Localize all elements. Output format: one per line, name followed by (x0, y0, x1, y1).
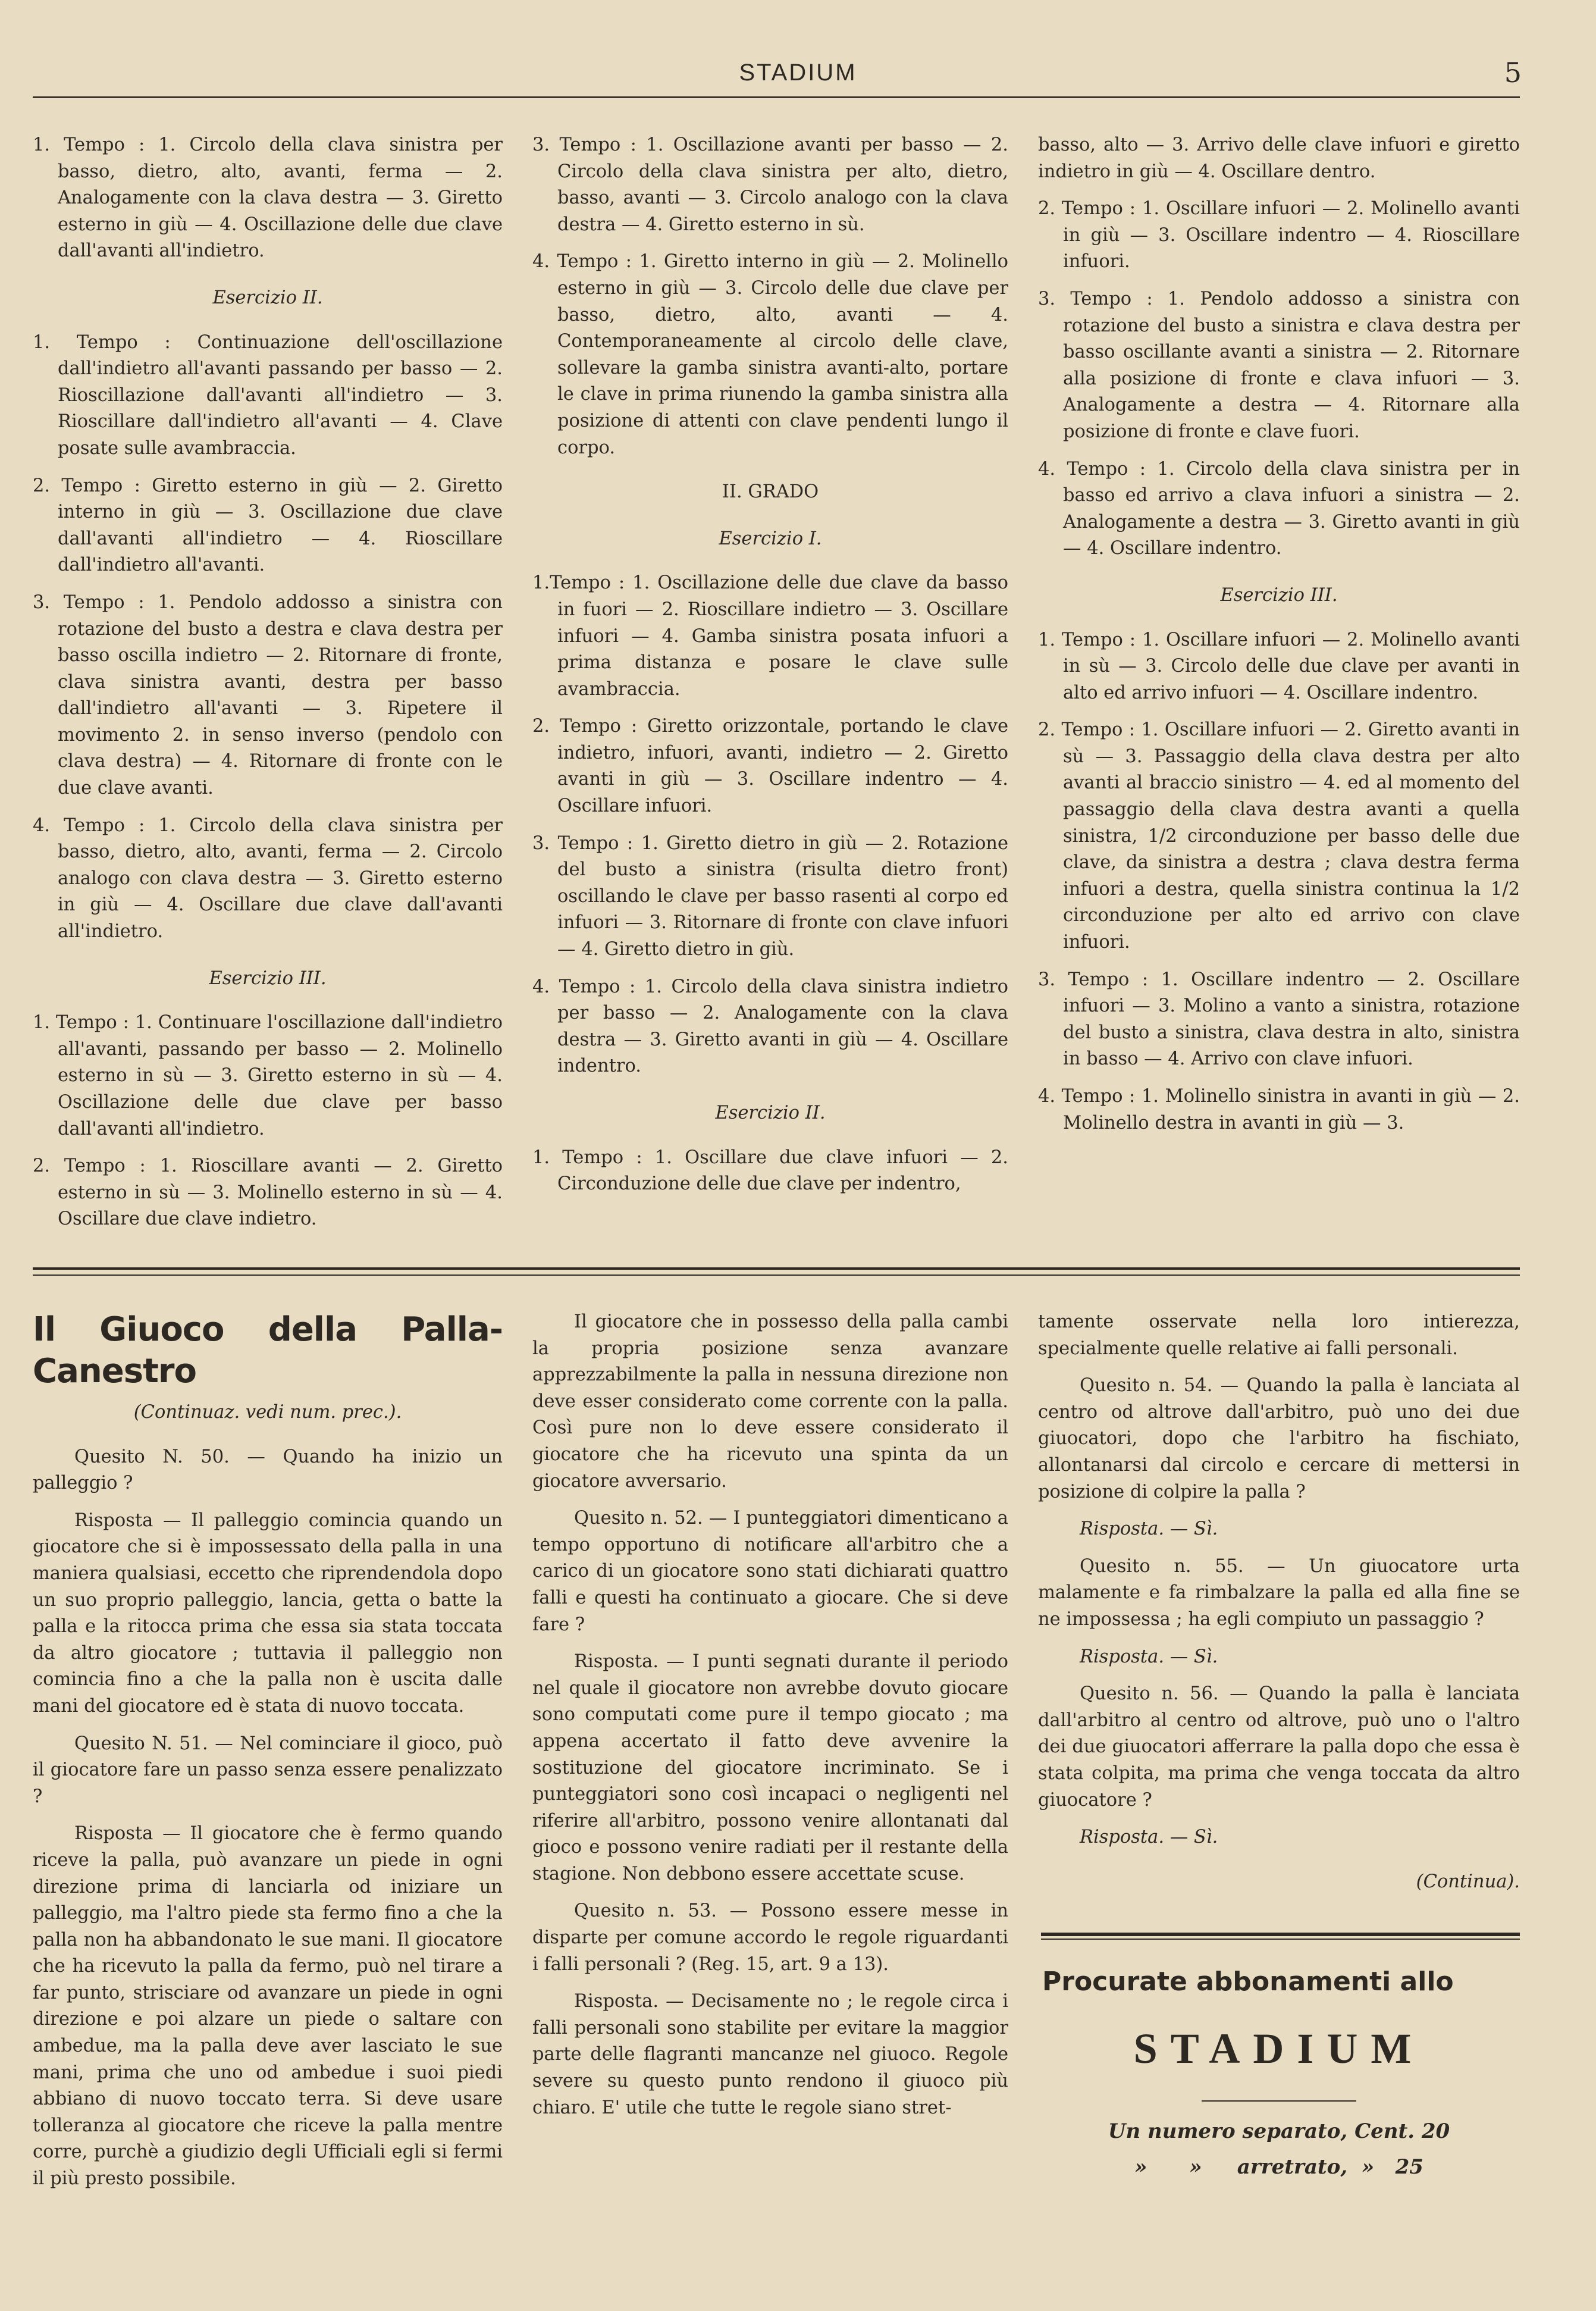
answer: Risposta — Il palleggio comincia quando un giocatore che si è impossessato della palla in una maniera qualsiasi, eccetto che riprendendola dopo un suo proprio palleggio, lancia, getta o batte la palla e la ritocca prima che essa sia stata toccata da altro giocatore ; tuttavia il palleggio non comincia fino a che la palla non è uscita dalle mani del giocatore ed è stata di nuovo toccata. (33, 1510, 503, 1717)
answer: Risposta. — Sì. (1080, 1646, 1218, 1667)
answer: Risposta. — Decisamente no ; le regole circa i falli personali sono stabilite per evitare la maggior parte delle flagranti mancanze nel giuoco. Regole severe su questo punto rendono il giuoco più chiaro. E' utile che tutte le regole siano stret- (532, 1991, 1008, 2118)
paragraph: 1. Tempo : 1. Continuare l'oscillazione dall'indietro all'avanti, passando per basso — 2. Molinello esterno in sù — 3. Giretto esterno in sù — 4. Oscillazione delle due clave per basso dall'avanti all'indietro. (33, 1012, 503, 1139)
exercise-heading: Esercizio I. (719, 528, 822, 549)
question: Quesito N. 50. — Quando ha inizio un palleggio ? (33, 1446, 503, 1494)
answer: Risposta. — Sì. (1080, 1518, 1218, 1540)
question: Quesito n. 52. — I punteggiatori dimenticano a tempo opportuno di notificare all'arbitro che a carico di un giocatore sono stati dichiarati quattro falli e questi ha continuato a giocare. Che si deve fare ? (532, 1508, 1008, 1635)
paragraph: 3. Tempo : 1. Pendolo addosso a sinistra con rotazione del busto a destra e clava destra per basso oscilla indietro — 2. Ritornare di fronte, clava sinistra avanti, destra per basso dall'indietro all'avanti — 3. Ripetere il movimento 2. in senso inverso (pendolo con clava destra) — 4. Ritornare di fronte con le due clave avanti. (33, 591, 503, 799)
exercise-heading: Esercizio II. (715, 1103, 826, 1123)
paragraph: 1. Tempo : 1. Circolo della clava sinistra per basso, dietro, alto, avanti, ferma — 2. Analogamente con la clava destra — 3. Giretto esterno in giù — 4. Oscillazione delle due clave dall'avanti all'indietro. (33, 134, 503, 262)
paragraph: 2. Tempo : 1. Oscillare infuori — 2. Molinello avanti in giù — 3. Oscillare indentro — 4. Rioscillare infuori. (1038, 198, 1520, 273)
promo-divider (1202, 2100, 1356, 2102)
promo-rule-thin (1041, 1939, 1520, 1940)
question: Quesito n. 55. — Un giuocatore urta malamente e fa rimbalzare la palla ed alla fine se ne impossessa ; ha egli compiuto un passaggio ? (1038, 1555, 1520, 1630)
promo-line: Procurate abbonamenti allo (1042, 1966, 1454, 1997)
running-title: STADIUM (739, 60, 857, 86)
section-rule-thin (33, 1275, 1520, 1276)
price-line-back-issue: » » arretrato, » 25 (1134, 2155, 1423, 2179)
paragraph: 2. Tempo : 1. Rioscillare avanti — 2. Giretto esterno in sù — 3. Molinello esterno in sù — 4. Oscillare due clave indietro. (33, 1156, 503, 1230)
question: Quesito N. 51. — Nel cominciare il gioco, può il giocatore fare un passo senza essere penalizzato ? (33, 1733, 503, 1807)
answer: Risposta — Il giocatore che è fermo quando riceve la palla, può avanzare un piede in ogni direzione prima di lanciarla od iniziare un palleggio, ma l'altro piede sta fermo fino a che la palla non ha abbandonato le sue mani. Il giocatore che ha ricevuto la palla da fermo, può nel tirare a far punto, strisciare od avanzare un piede in ogni direzione e poi alzare un piede o saltare con ambedue, ma la palla deve aver lasciato le sue mani, prima che uno od ambedue i suoi piedi abbiano di nuovo toccato terra. Si deve usare tolleranza al giocatore che riceve la palla mentre corre, purchè a giudizio degli Ufficiali egli si fermi il più presto possibile. (33, 1823, 503, 2190)
continued-note: (Continua). (1416, 1871, 1520, 1892)
question: Quesito n. 56. — Quando la palla è lanciata dall'arbitro al centro od altrove, può uno o l'altro dei due giuocatori afferrare la palla dopo che essa è stata colpita, ma prima che venga toccata da altro giuocatore ? (1038, 1683, 1520, 1811)
paragraph: 1. Tempo : 1. Oscillare infuori — 2. Molinello avanti in sù — 3. Circolo delle due clave per avanti in alto ed arrivo infuori — 4. Oscillare indentro. (1038, 629, 1520, 703)
header-rule (33, 96, 1520, 98)
paragraph: Il giocatore che in possesso della palla cambi la propria posizione senza avanzare apprezzabilmente la palla in nessuna direzione non deve esser considerato come corrente con la palla. Così pure non lo deve essere considerato il giocatore che ha ricevuto una spinta da un giocatore avversario. (532, 1311, 1008, 1492)
page-number: 5 (1504, 57, 1522, 89)
paragraph: 3. Tempo : 1. Giretto dietro in giù — 2. Rotazione del busto a sinistra (risulta dietro front) oscillando le clave per basso rasenti al corpo ed infuori — 3. Ritornare di fronte con clave infuori — 4. Giretto dietro in giù. (532, 832, 1008, 960)
paragraph: 4. Tempo : 1. Circolo della clava sinistra per in basso ed arrivo a clava infuori a sinistra — 2. Analogamente a destra — 3. Giretto avanti in giù — 4. Oscillare indentro. (1038, 458, 1520, 559)
article-column-2 (532, 1309, 1008, 2132)
answer: Risposta. — I punti segnati durante il periodo nel quale il giocatore non avrebbe dovuto giocare sono computati come pure il tempo giocato ; ma appena accertato il fatto deve avvenire la sostituzione del giocatore incriminato. Se i punteggiatori sono così incapaci o negligenti nel riferire all'arbitro, possono venire allontanati dal gioco e possono venire radiati per il restante della stagione. Non debbono essere accettate scuse. (532, 1651, 1008, 1884)
paragraph: 4. Tempo : 1. Circolo della clava sinistra indietro per basso — 2. Analogamente con la clava destra — 3. Giretto avanti in giù — 4. Oscillare indentro. (532, 976, 1008, 1077)
article-title: Il Giuoco della Palla-Canestro (33, 1310, 503, 1391)
section-rule (33, 1267, 1520, 1270)
answer: Risposta. — Sì. (1080, 1827, 1218, 1848)
exercise-column-2 (532, 132, 1008, 1245)
paragraph: 1.Tempo : 1. Oscillazione delle due clave da basso in fuori — 2. Rioscillare indietro — 3. Oscillare infuori — 4. Gamba sinistra posata infuori a prima distanza e posare le clave sulle avambraccia. (532, 572, 1008, 700)
article-subtitle: (Continuaz. vedi num. prec.). (133, 1402, 402, 1423)
exercise-heading: Esercizio III. (209, 967, 327, 989)
article-column-1 (33, 1309, 503, 2203)
paragraph: 4. Tempo : 1. Circolo della clava sinistra per basso, dietro, alto, avanti, ferma — 2. Circolo analogo con clava destra — 3. Giretto esterno in giù — 4. Oscillare due clave dall'avanti all'indietro. (33, 815, 503, 942)
paragraph: 4. Tempo : 1. Molinello sinistra in avanti in giù — 2. Molinello destra in avanti in giù — 3. (1038, 1086, 1520, 1133)
exercise-heading: Esercizio III. (1220, 584, 1338, 606)
question: Quesito n. 53. — Possono essere messe in disparte per comune accordo le regole riguardanti i falli personali ? (Reg. 15, art. 9 a 13). (532, 1900, 1008, 1975)
article-column-3 (1038, 1309, 1520, 1906)
paragraph: 3. Tempo : 1. Oscillare indentro — 2. Oscillare infuori — 3. Molino a vanto a sinistra, rotazione del busto a sinistra, clava destra in alto, sinistra in basso — 4. Arrivo con clave infuori. (1038, 969, 1520, 1070)
exercise-column-3 (1038, 132, 1520, 1245)
paragraph: 1. Tempo : Continuazione dell'oscillazione dall'indietro all'avanti passando per basso — 2. Rioscillazione dall'avanti all'indietro — 3. Rioscillare dall'indietro all'avanti — 4. Clave posate sulle avambraccia. (33, 331, 503, 459)
grade-heading: II. GRADO (722, 481, 819, 503)
paragraph: basso, alto — 3. Arrivo delle clave infuori e giretto indietro in giù — 4. Oscillare dentro. (1038, 134, 1520, 182)
paragraph: 3. Tempo : 1. Pendolo addosso a sinistra con rotazione del busto a sinistra e clava destra per basso oscillante avanti a sinistra — 2. Ritornare alla posizione di fronte e clava infuori — 3. Analogamente a destra — 4. Ritornare alla posizione di fronte e clave fuori. (1038, 288, 1520, 442)
paragraph: tamente osservate nella loro intierezza, specialmente quelle relative ai falli personali. (1038, 1311, 1520, 1359)
exercise-heading: Esercizio II. (212, 287, 323, 308)
paragraph: 2. Tempo : Giretto esterno in giù — 2. Giretto interno in giù — 3. Oscillazione due clave dall'avanti all'indietro — 4. Rioscillare dall'indietro all'avanti. (33, 475, 503, 576)
promo-brand: STADIUM (1133, 2025, 1425, 2072)
paragraph: 1. Tempo : 1. Oscillare due clave infuori — 2. Circonduzione delle due clave per indentro, (532, 1147, 1008, 1195)
paragraph: 4. Tempo : 1. Giretto interno in giù — 2. Molinello esterno in giù — 3. Circolo delle due clave per basso, dietro, alto, avanti — 4. Contemporaneamente al circolo delle clave, sollevare la gamba sinistra avanti-alto, portare le clave in prima riunendo la gamba sinistra alla posizione di attenti con clave pendenti lungo il corpo. (532, 251, 1008, 458)
paragraph: 3. Tempo : 1. Oscillazione avanti per basso — 2. Circolo della clava sinistra per alto, dietro, basso, avanti — 3. Circolo analogo con la clava destra — 4. Giretto esterno in sù. (532, 134, 1008, 235)
price-line-single: Un numero separato, Cent. 20 (1108, 2119, 1450, 2143)
question: Quesito n. 54. — Quando la palla è lanciata al centro od altrove dall'arbitro, può uno dei due giuocatori, dopo che l'arbitro ha fischiato, allontanarsi dal circolo e cercare di mettersi in posizione di colpire la palla ? (1038, 1375, 1520, 1502)
paragraph: 2. Tempo : Giretto orizzontale, portando le clave indietro, infuori, avanti, indietro — 2. Giretto avanti in giù — 3. Oscillare indentro — 4. Oscillare infuori. (532, 716, 1008, 817)
exercise-column-1 (33, 132, 503, 1245)
promo-rule (1041, 1933, 1520, 1936)
paragraph: 2. Tempo : 1. Oscillare infuori — 2. Giretto avanti in sù — 3. Passaggio della clava destra per alto avanti al braccio sinistro — 4. ed al momento del passaggio della clava destra avanti a quella sinistra, 1/2 circonduzione per basso delle due clave, da sinistra a destra ; clava destra ferma infuori a destra, quella sinistra continua la 1/2 circonduzione per alto ed arrivo con clave infuori. (1038, 719, 1520, 953)
